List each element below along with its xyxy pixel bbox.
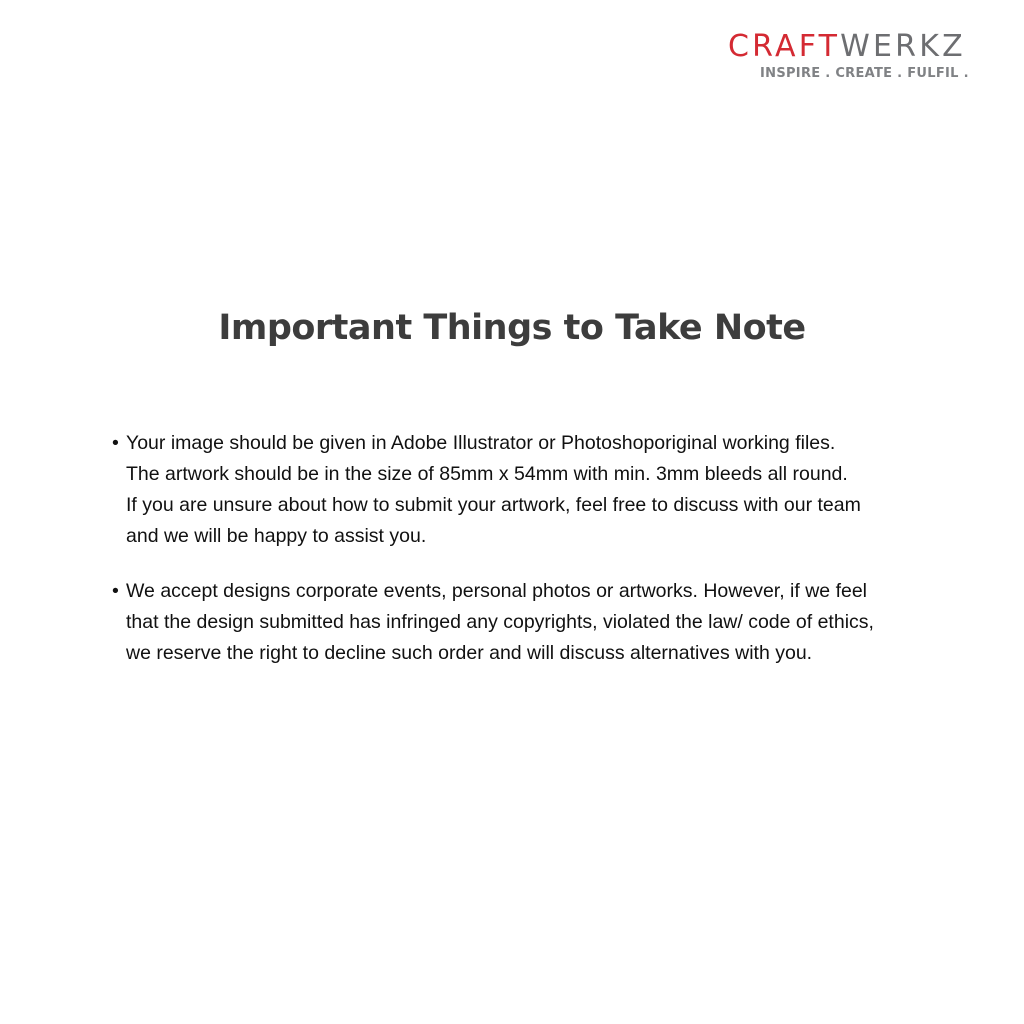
note-line: and we will be happy to assist you. xyxy=(126,525,427,547)
page-title: Important Things to Take Note xyxy=(218,308,806,348)
note-line: that the design submitted has infringed any copyrights, violated the law/ code of ethics, xyxy=(126,611,874,633)
brand-name-werkz: WERKZ xyxy=(840,29,966,64)
bullet-icon: • xyxy=(112,432,119,454)
notes-list xyxy=(112,428,932,693)
note-line: Your image should be given in Adobe Illustrator or Photoshoporiginal working files. xyxy=(126,432,836,454)
note-item-artwork-files xyxy=(112,428,932,552)
brand-logo xyxy=(728,30,988,81)
bullet-icon: • xyxy=(112,580,119,602)
note-line: we reserve the right to decline such order and will discuss alternatives with you. xyxy=(126,642,813,664)
brand-name-craft: CRAFT xyxy=(728,29,841,64)
brand-wordmark xyxy=(728,30,988,64)
brand-tagline: INSPIRE . CREATE . FULFIL . xyxy=(760,66,969,81)
note-line: If you are unsure about how to submit your artwork, feel free to discuss with our team xyxy=(126,494,861,516)
note-line: We accept designs corporate events, personal photos or artworks. However, if we feel xyxy=(126,580,868,602)
note-line: The artwork should be in the size of 85mm x 54mm with min. 3mm bleeds all round. xyxy=(126,463,848,485)
note-item-design-policy xyxy=(112,576,932,669)
